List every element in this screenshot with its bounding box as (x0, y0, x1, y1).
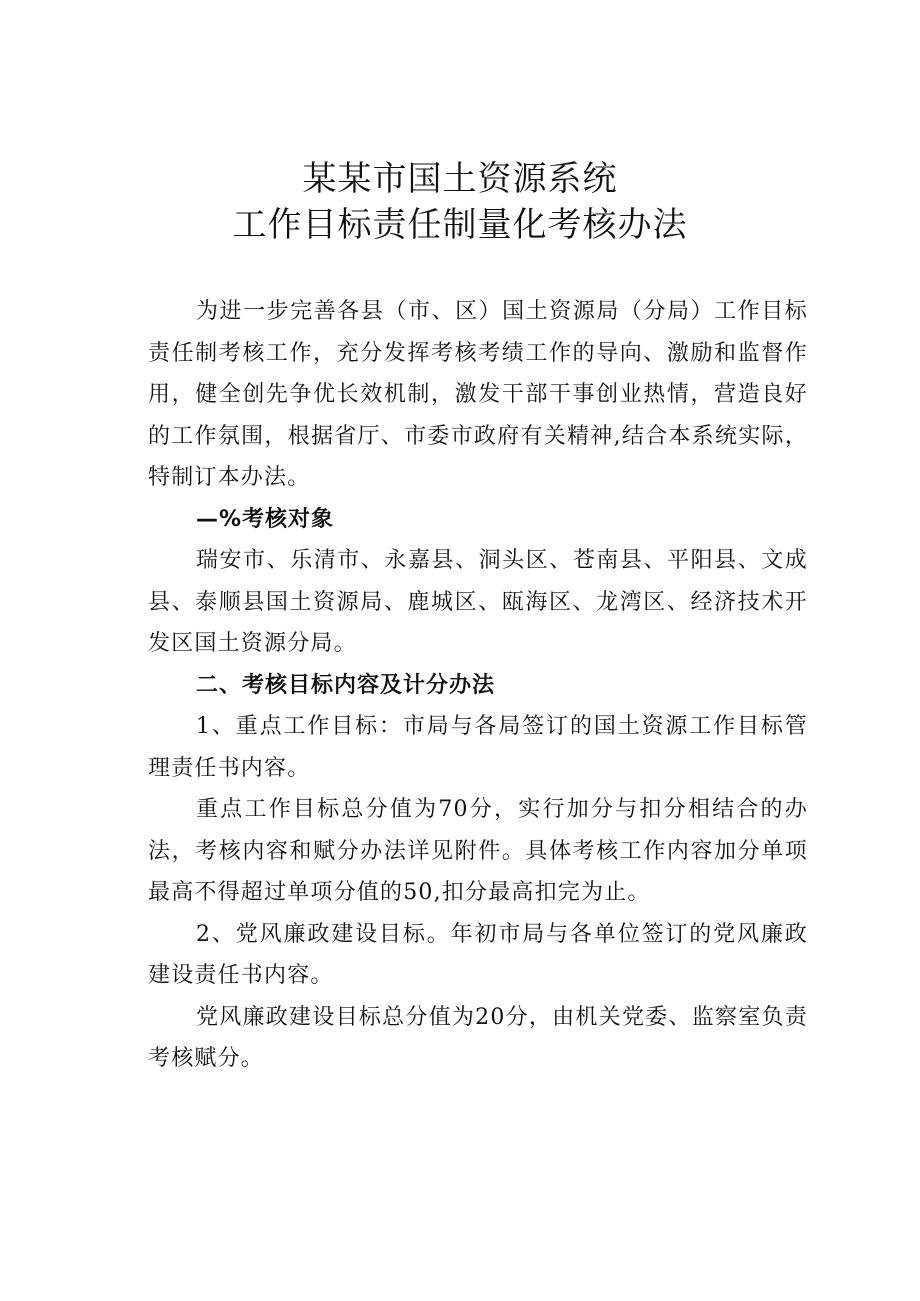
intro-paragraph: 为进一步完善各县（市、区）国土资源局（分局）工作目标责任制考核工作，充分发挥考核考绩工作的导向、激励和监督作用，健全创先争优长效机制，激发干部干事创业热情，营造良好的工作氛围，根据省厅、市委市政府有关精神,结合本系统实际，特制订本办法。 (148, 299, 808, 490)
assessment-targets-paragraph: 瑞安市、乐清市、永嘉县、洞头区、苍南县、平阳县、文成县、泰顺县国土资源局、鹿城区、瓯海区、龙湾区、经济技术开发区国土资源分局。 (148, 548, 808, 656)
document-title-line1: 某某市国土资源系统 (302, 159, 618, 199)
document-title-line2: 工作目标责任制量化考核办法 (232, 205, 688, 245)
section-heading-assessment-targets: —%考核对象 (196, 506, 335, 532)
item-key-work-goals-detail: 重点工作目标总分值为70分，实行加分与扣分相结合的办法，考核内容和赋分办法详见附件。具体考核工作内容加分单项最高不得超过单项分值的50,扣分最高扣完为止。 (148, 797, 808, 905)
section-heading-content-and-scoring: 二、考核目标内容及计分办法 (196, 672, 496, 698)
document-body (148, 291, 808, 1080)
item-key-work-goals: 1、重点工作目标：市局与各局签订的国土资源工作目标管理责任书内容。 (148, 714, 808, 781)
item-party-integrity-goals-detail: 党风廉政建设目标总分值为20分，由机关党委、监察室负责考核赋分。 (148, 1004, 808, 1071)
item-party-integrity-goals: 2、党风廉政建设目标。年初市局与各单位签订的党风廉政建设责任书内容。 (148, 921, 808, 988)
